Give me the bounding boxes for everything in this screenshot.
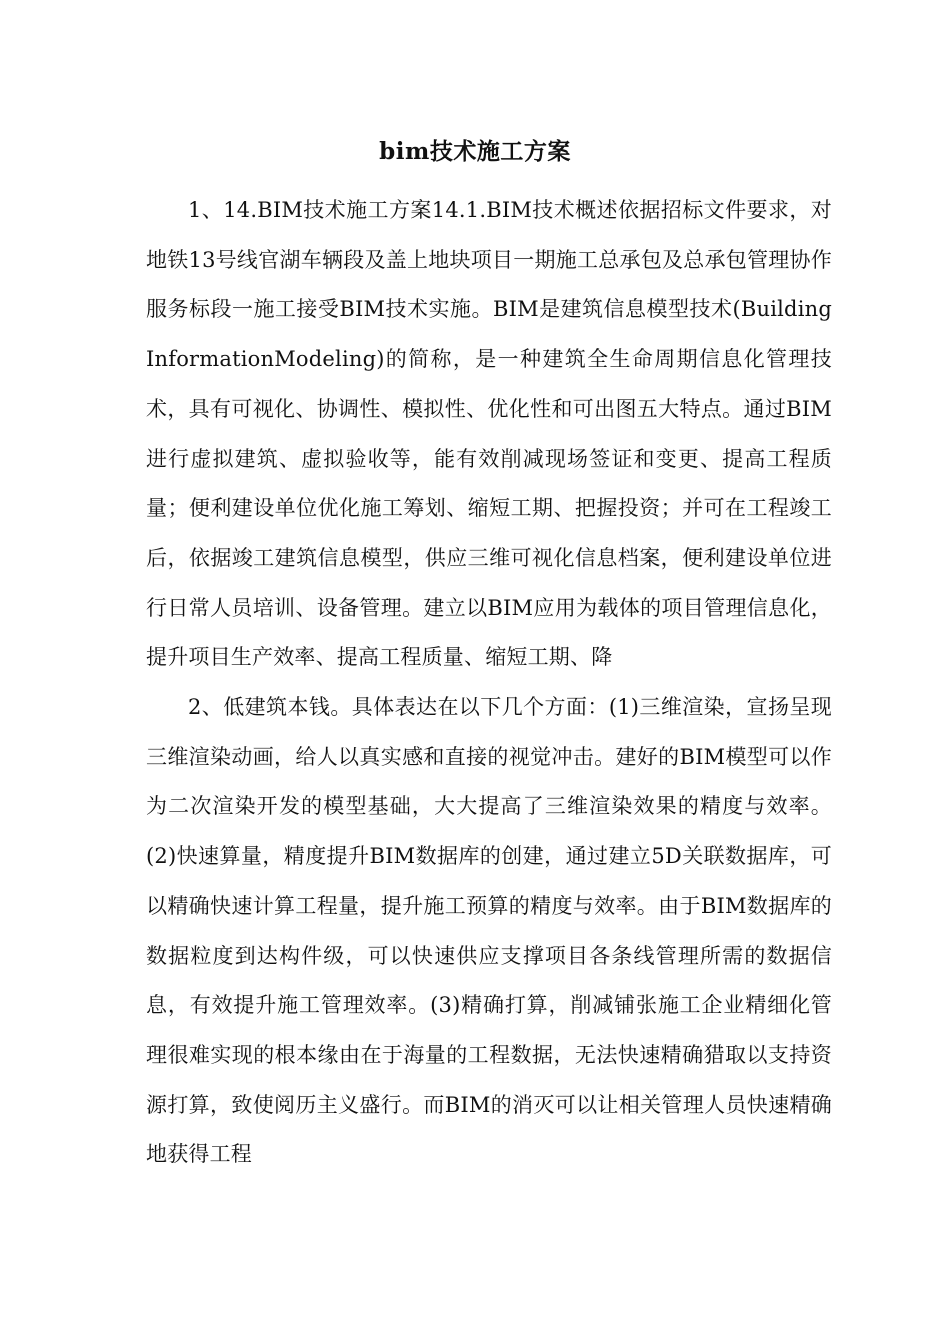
- paragraph-1: 1、14.BIM技术施工方案14.1.BIM技术概述依据招标文件要求，对地铁13号线官湖车辆段及盖上地块项目一期施工总承包及总承包管理协作服务标段一施工接受BIM技术实施。BIM是建筑信息模型技术(BuildingInformationModeling)的简称，是一种建筑全生命周期信息化管理技术，具有可视化、协调性、模拟性、优化性和可出图五大特点。通过BIM进行虚拟建筑、虚拟验收等，能有效削减现场签证和变更、提高工程质量；便利建设单位优化施工筹划、缩短工期、把握投资；并可在工程竣工后，依据竣工建筑信息模型，供应三维可视化信息档案，便利建设单位进行日常人员培训、设备管理。建立以BIM应用为载体的项目管理信息化，提升项目生产效率、提高工程质量、缩短工期、降: [146, 198, 832, 670]
- paragraph-2: 2、低建筑本钱。具体表达在以下几个方面：(1)三维渲染，宣扬呈现三维渲染动画，给人以真实感和直接的视觉冲击。建好的BIM模型可以作为二次渲染开发的模型基础，大大提高了三维渲染效果的精度与效率。(2)快速算量，精度提升BIM数据库的创建，通过建立5D关联数据库，可以精确快速计算工程量，提升施工预算的精度与效率。由于BIM数据库的数据粒度到达构件级，可以快速供应支撑项目各条线管理所需的数据信息，有效提升施工管理效率。(3)精确打算，削减铺张施工企业精细化管理很难实现的根本缘由在于海量的工程数据，无法快速精确猎取以支持资源打算，致使阅历主义盛行。而BIM的消灭可以让相关管理人员快速精确地获得工程: [146, 695, 832, 1167]
- document-title: bim技术施工方案: [379, 138, 571, 165]
- document-body: [146, 186, 832, 1180]
